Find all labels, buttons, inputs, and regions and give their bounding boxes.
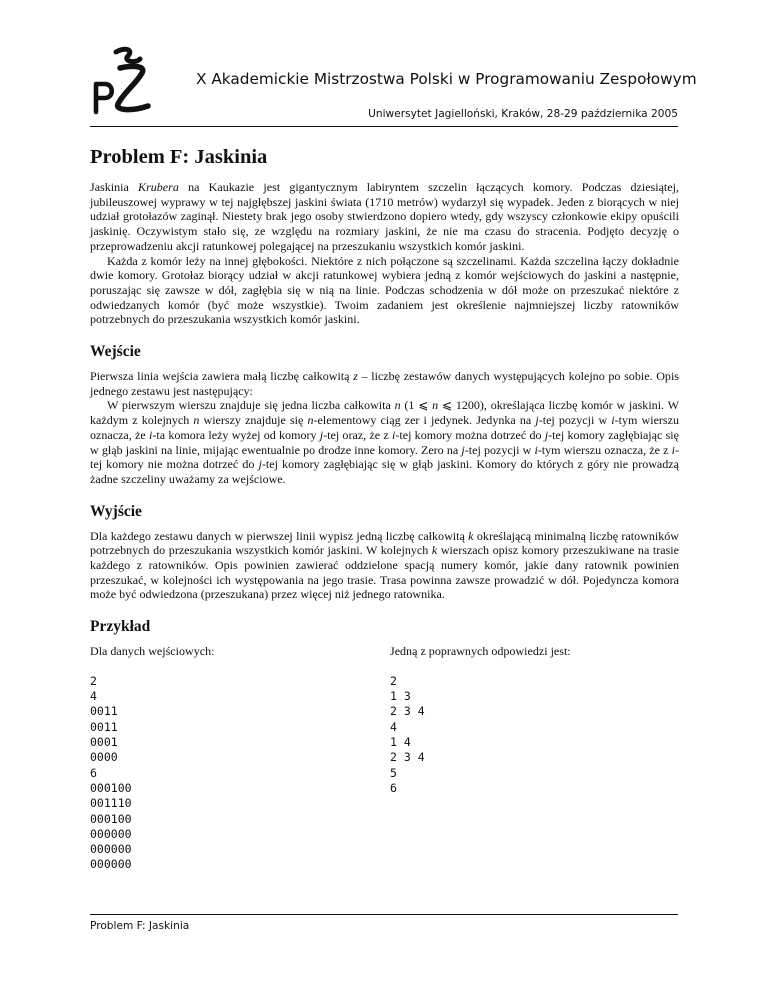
- code-line: 6: [90, 765, 97, 780]
- code-line: 4: [390, 719, 397, 734]
- code-line: 2: [390, 673, 397, 688]
- code-line: 000000: [90, 857, 132, 872]
- code-line: 001110: [90, 796, 132, 811]
- header-subtitle: Uniwersytet Jagielloński, Kraków, 28-29 października 2005: [368, 108, 678, 120]
- example-input-column: [90, 644, 390, 873]
- input-heading: Wejście: [90, 343, 141, 361]
- input-paragraph-2: W pierwszym wierszu znajduje się jedna liczba całkowita n (1 ⩽ n ⩽ 1200), określająca liczbę komór w jaskini. W każdym z kolejnych n wierszy znajduje się n-elementowy ciąg zer i jedynek. Jedynka na j-tej pozycji w i-tym wierszu oznacza, że i-ta komora leży wyżej od komory j-tej oraz, że z i-tej komory można dotrzeć do j-tej komory zagłębiając się w głąb jaskini na linie, mijając ewentualnie po drodze inne komory. Zero na j-tej pozycji w i-tym wierszu oznacza, że z i-tej komory nie można dotrzeć do j-tej komory zagłębiając się w głąb jaskini. Komory do których z góry nie prowadzą żadne szczeliny uważamy za wejściowe.: [90, 398, 679, 486]
- code-line: 4: [90, 689, 97, 704]
- example-input-block: [90, 674, 390, 873]
- code-line: 5: [390, 765, 397, 780]
- problem-title: Problem F: Jaskinia: [90, 146, 268, 168]
- code-line: 000100: [90, 811, 132, 826]
- code-line: 0001: [90, 735, 118, 750]
- code-line: 1 4: [390, 735, 411, 750]
- code-line: 000000: [90, 842, 132, 857]
- intro-paragraph-2: Każda z komór leży na innej głębokości. Niektóre z nich połączone są szczelinami. Każda szczelina łączy dokładnie dwie komory. Grotołaz biorący udział w akcji ratunkowej wybiera jedną z komór wejściowych do jaskini a następnie, poruszając się zawsze w dół, zagłębia się w nią na linie. Podczas schodzenia w dół może on przeszukać niektóre z odwiedzanych komór (być może wszystkie). Twoim zadaniem jest określenie najmniejszej liczby ratowników potrzebnych do przeszukania wszystkich komór jaskini.: [90, 253, 679, 327]
- code-line: 0011: [90, 719, 118, 734]
- code-line: 000000: [90, 826, 132, 841]
- header-title: X Akademickie Mistrzostwa Polski w Programowaniu Zespołowym: [196, 70, 697, 88]
- footer-rule: [90, 914, 678, 915]
- code-line: 6: [390, 780, 397, 795]
- code-line: 2: [90, 673, 97, 688]
- code-line: 1 3: [390, 689, 411, 704]
- code-line: 000100: [90, 780, 132, 795]
- input-paragraph-1: Pierwsza linia wejścia zawiera małą liczbę całkowitą z – liczbę zestawów danych występujących kolejno po sobie. Opis jednego zestawu jest następujący:: [90, 369, 679, 398]
- example-columns: [90, 644, 679, 873]
- example-output-label: Jedną z poprawnych odpowiedzi jest:: [390, 644, 571, 659]
- header-rule: [90, 126, 678, 127]
- example-output-block: [390, 674, 679, 796]
- code-line: 2 3 4: [390, 750, 425, 765]
- code-line: 2 3 4: [390, 704, 425, 719]
- intro-paragraph-1: Jaskinia Krubera na Kaukazie jest gigantycznym labiryntem szczelin łączących komory. Podczas dziesiątej, jubileuszowej wyprawy w tej najgłębszej jaskini świata (1710 metrów) wydarzył się wypadek. Jeden z biorących w niej udział grotołazów zaginął. Niestety brak jego osoby stwierdzono dopiero wtedy, gdy wszyscy członkowie ekipy opuścili jaskinię. Oczywistym stało się, ze względu na rozmiary jaskini, że nie ma czasu do stracenia. Podjęto decyzję o przeprowadzeniu akcji ratunkowej polegającej na przeszukaniu wszystkich komór jaskini.: [90, 180, 679, 253]
- example-heading: Przykład: [90, 618, 151, 636]
- footer-text: Problem F: Jaskinia: [90, 920, 190, 932]
- output-paragraph: Dla każdego zestawu danych w pierwszej linii wypisz jedną liczbę całkowitą k określającą minimalną liczbę ratowników potrzebnych do przeszukania wszystkich komór jaskini. W kolejnych k wierszach opisz komory przeszukiwane na trasie każdego z ratowników. Opis powinien zawierać oddzielone spacją numery komór, jakie dany ratownik powinien przeszukać, w kolejności ich występowania na jego trasie. Trasa powinna zawsze prowadzić w dół. Pojedyncza komora może być odwiedzona (przeszukana) przez więcej niż jednego ratownika.: [90, 528, 679, 602]
- example-input-label: Dla danych wejściowych:: [90, 644, 215, 659]
- problem-content: [90, 146, 679, 873]
- code-line: 0011: [90, 704, 118, 719]
- code-line: 0000: [90, 750, 118, 765]
- contest-logo: [90, 46, 168, 116]
- example-output-column: [390, 644, 679, 873]
- output-heading: Wyjście: [90, 502, 142, 520]
